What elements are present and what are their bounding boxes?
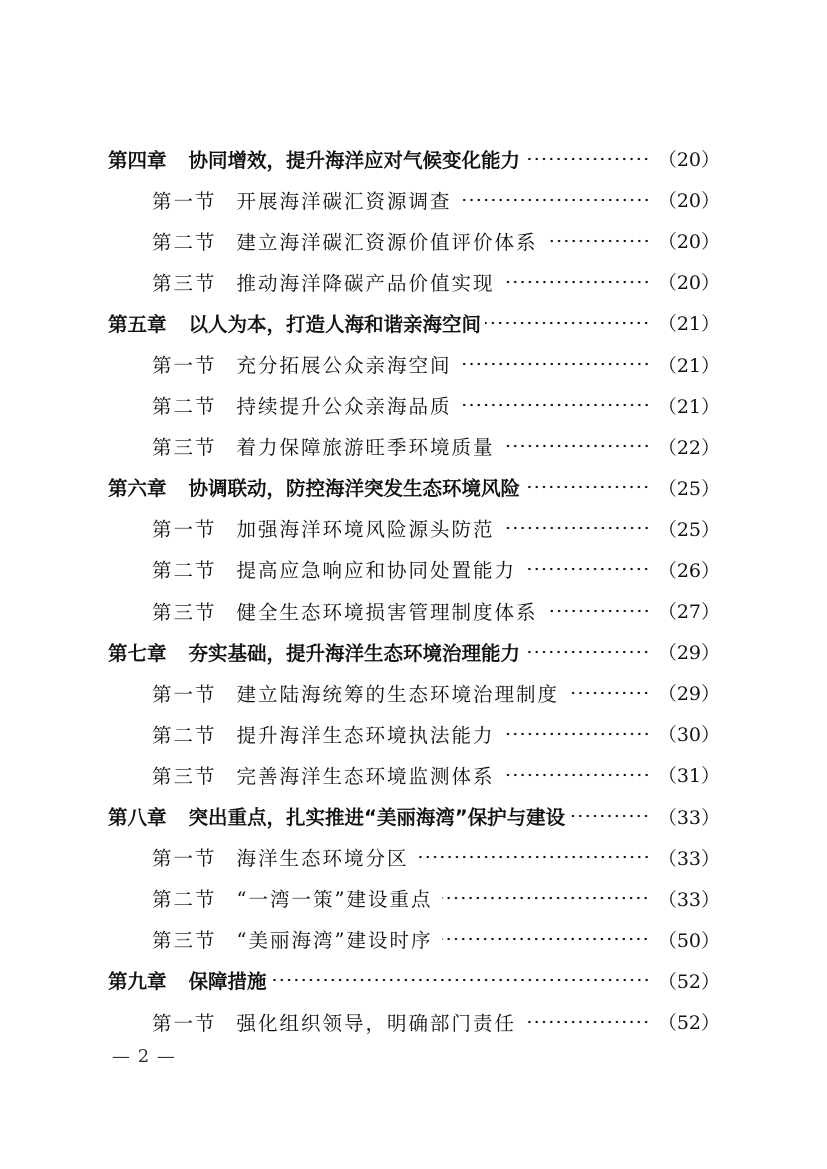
toc-chapter-row[interactable] — [108, 960, 720, 1001]
page-reference: （26） — [657, 559, 720, 582]
toc-section-row[interactable] — [108, 549, 720, 590]
dot-leader — [505, 772, 650, 778]
section-title: 加强海洋环境风险源头防范 — [236, 518, 495, 542]
section-label: 第二节 — [152, 559, 217, 583]
toc-section-row[interactable] — [108, 1001, 720, 1042]
section-title: “一湾一策”建设重点 — [236, 888, 433, 912]
page-reference: （20） — [657, 149, 720, 172]
dot-leader — [485, 320, 650, 326]
section-title: 健全生态环境损害管理制度体系 — [236, 600, 538, 624]
section-title: 开展海洋碳汇资源调查 — [236, 189, 452, 213]
page-reference: （22） — [657, 436, 720, 459]
page-reference: （25） — [657, 477, 720, 500]
dot-leader — [524, 649, 650, 655]
toc-section-row[interactable] — [108, 713, 720, 754]
section-label: 第三节 — [152, 436, 217, 460]
page-reference: （31） — [657, 765, 720, 788]
toc-section-row[interactable] — [108, 672, 720, 713]
toc-section-row[interactable] — [108, 590, 720, 631]
page-reference: （52） — [657, 970, 720, 993]
page-reference: （33） — [657, 888, 720, 911]
chapter-label: 第六章 — [108, 477, 167, 501]
section-label: 第二节 — [152, 723, 217, 747]
dot-leader — [548, 608, 650, 614]
section-title: 提升海洋生态环境执法能力 — [236, 723, 495, 747]
section-title: 建立陆海统筹的生态环境治理制度 — [236, 682, 560, 706]
section-title: 海洋生态环境分区 — [236, 847, 409, 871]
toc-section-row[interactable] — [108, 426, 720, 467]
dot-leader — [462, 197, 650, 203]
section-label: 第三节 — [152, 271, 217, 295]
dot-leader — [505, 443, 650, 449]
dot-leader — [419, 854, 650, 860]
dot-leader — [442, 895, 649, 901]
section-title: 持续提升公众亲海品质 — [236, 395, 452, 419]
toc-section-row[interactable] — [108, 508, 720, 549]
toc-section-row[interactable] — [108, 385, 720, 426]
page-reference: （27） — [657, 601, 720, 624]
page-reference: （33） — [657, 806, 720, 829]
dot-leader — [526, 1019, 650, 1025]
page-reference: （25） — [657, 518, 720, 541]
section-title: 着力保障旅游旺季环境质量 — [236, 436, 495, 460]
section-title: 推动海洋降碳产品价值实现 — [236, 271, 495, 295]
dot-leader — [505, 279, 650, 285]
toc-section-row[interactable] — [108, 878, 720, 919]
page-reference: （20） — [657, 231, 720, 254]
page-reference: （30） — [657, 724, 720, 747]
section-label: 第二节 — [152, 230, 217, 254]
page-reference: （50） — [657, 929, 720, 952]
section-label: 第一节 — [152, 847, 217, 871]
section-label: 第三节 — [152, 600, 217, 624]
dot-leader — [569, 690, 650, 696]
page-reference: （33） — [657, 847, 720, 870]
section-title: 充分拓展公众亲海空间 — [236, 354, 452, 378]
chapter-label: 第七章 — [108, 641, 167, 665]
chapter-title: 夯实基础，提升海洋生态环境治理能力 — [188, 641, 521, 665]
dot-leader — [524, 484, 650, 490]
section-title: 提高应急响应和协同处置能力 — [236, 559, 517, 583]
section-label: 第三节 — [152, 764, 217, 788]
toc-section-row[interactable] — [108, 179, 720, 220]
page-reference: （20） — [657, 272, 720, 295]
dot-leader — [524, 156, 650, 162]
chapter-label: 第八章 — [108, 806, 167, 830]
toc-section-row[interactable] — [108, 837, 720, 878]
dot-leader — [505, 525, 650, 531]
toc-section-row[interactable] — [108, 343, 720, 384]
toc-section-row[interactable] — [108, 754, 720, 795]
dot-leader — [462, 361, 650, 367]
section-label: 第一节 — [152, 518, 217, 542]
toc-section-row[interactable] — [108, 220, 720, 261]
page-reference: （52） — [657, 1012, 720, 1035]
page-reference: （21） — [657, 395, 720, 418]
page-reference: （21） — [657, 313, 720, 336]
chapter-title: 以人为本，打造人海和谐亲海空间 — [188, 312, 482, 336]
section-label: 第一节 — [152, 682, 217, 706]
toc-chapter-row[interactable] — [108, 467, 720, 508]
dot-leader — [271, 977, 650, 983]
dot-leader — [548, 238, 650, 244]
toc-rows — [108, 138, 720, 1042]
chapter-label: 第四章 — [108, 148, 167, 172]
chapter-title: 协调联动，防控海洋突发生态环境风险 — [188, 477, 521, 501]
section-label: 第一节 — [152, 1011, 217, 1035]
dot-leader — [505, 731, 650, 737]
dot-leader — [442, 936, 649, 942]
chapter-title: 保障措施 — [188, 970, 267, 994]
page-reference: （21） — [657, 354, 720, 377]
chapter-label: 第五章 — [108, 312, 167, 336]
section-title: “美丽海湾”建设时序 — [236, 929, 433, 953]
section-label: 第三节 — [152, 929, 217, 953]
dot-leader — [569, 813, 650, 819]
page-number: — 2 — — [112, 1046, 176, 1067]
dot-leader — [526, 566, 650, 572]
page-reference: （29） — [657, 642, 720, 665]
section-label: 第一节 — [152, 354, 217, 378]
toc-chapter-row[interactable] — [108, 302, 720, 343]
chapter-label: 第九章 — [108, 970, 167, 994]
toc-chapter-row[interactable] — [108, 796, 720, 837]
section-label: 第二节 — [152, 888, 217, 912]
toc-chapter-row[interactable] — [108, 631, 720, 672]
table-of-contents — [108, 138, 720, 1042]
dot-leader — [462, 402, 650, 408]
toc-section-row[interactable] — [108, 261, 720, 302]
section-title: 强化组织领导，明确部门责任 — [236, 1011, 517, 1035]
section-label: 第一节 — [152, 189, 217, 213]
chapter-title: 协同增效，提升海洋应对气候变化能力 — [188, 148, 521, 172]
section-label: 第二节 — [152, 395, 217, 419]
section-title: 建立海洋碳汇资源价值评价体系 — [236, 230, 538, 254]
section-title: 完善海洋生态环境监测体系 — [236, 764, 495, 788]
chapter-title: 突出重点，扎实推进“美丽海湾”保护与建设 — [188, 806, 566, 830]
page-reference: （20） — [657, 190, 720, 213]
toc-section-row[interactable] — [108, 919, 720, 960]
toc-chapter-row[interactable] — [108, 138, 720, 179]
page-reference: （29） — [657, 683, 720, 706]
